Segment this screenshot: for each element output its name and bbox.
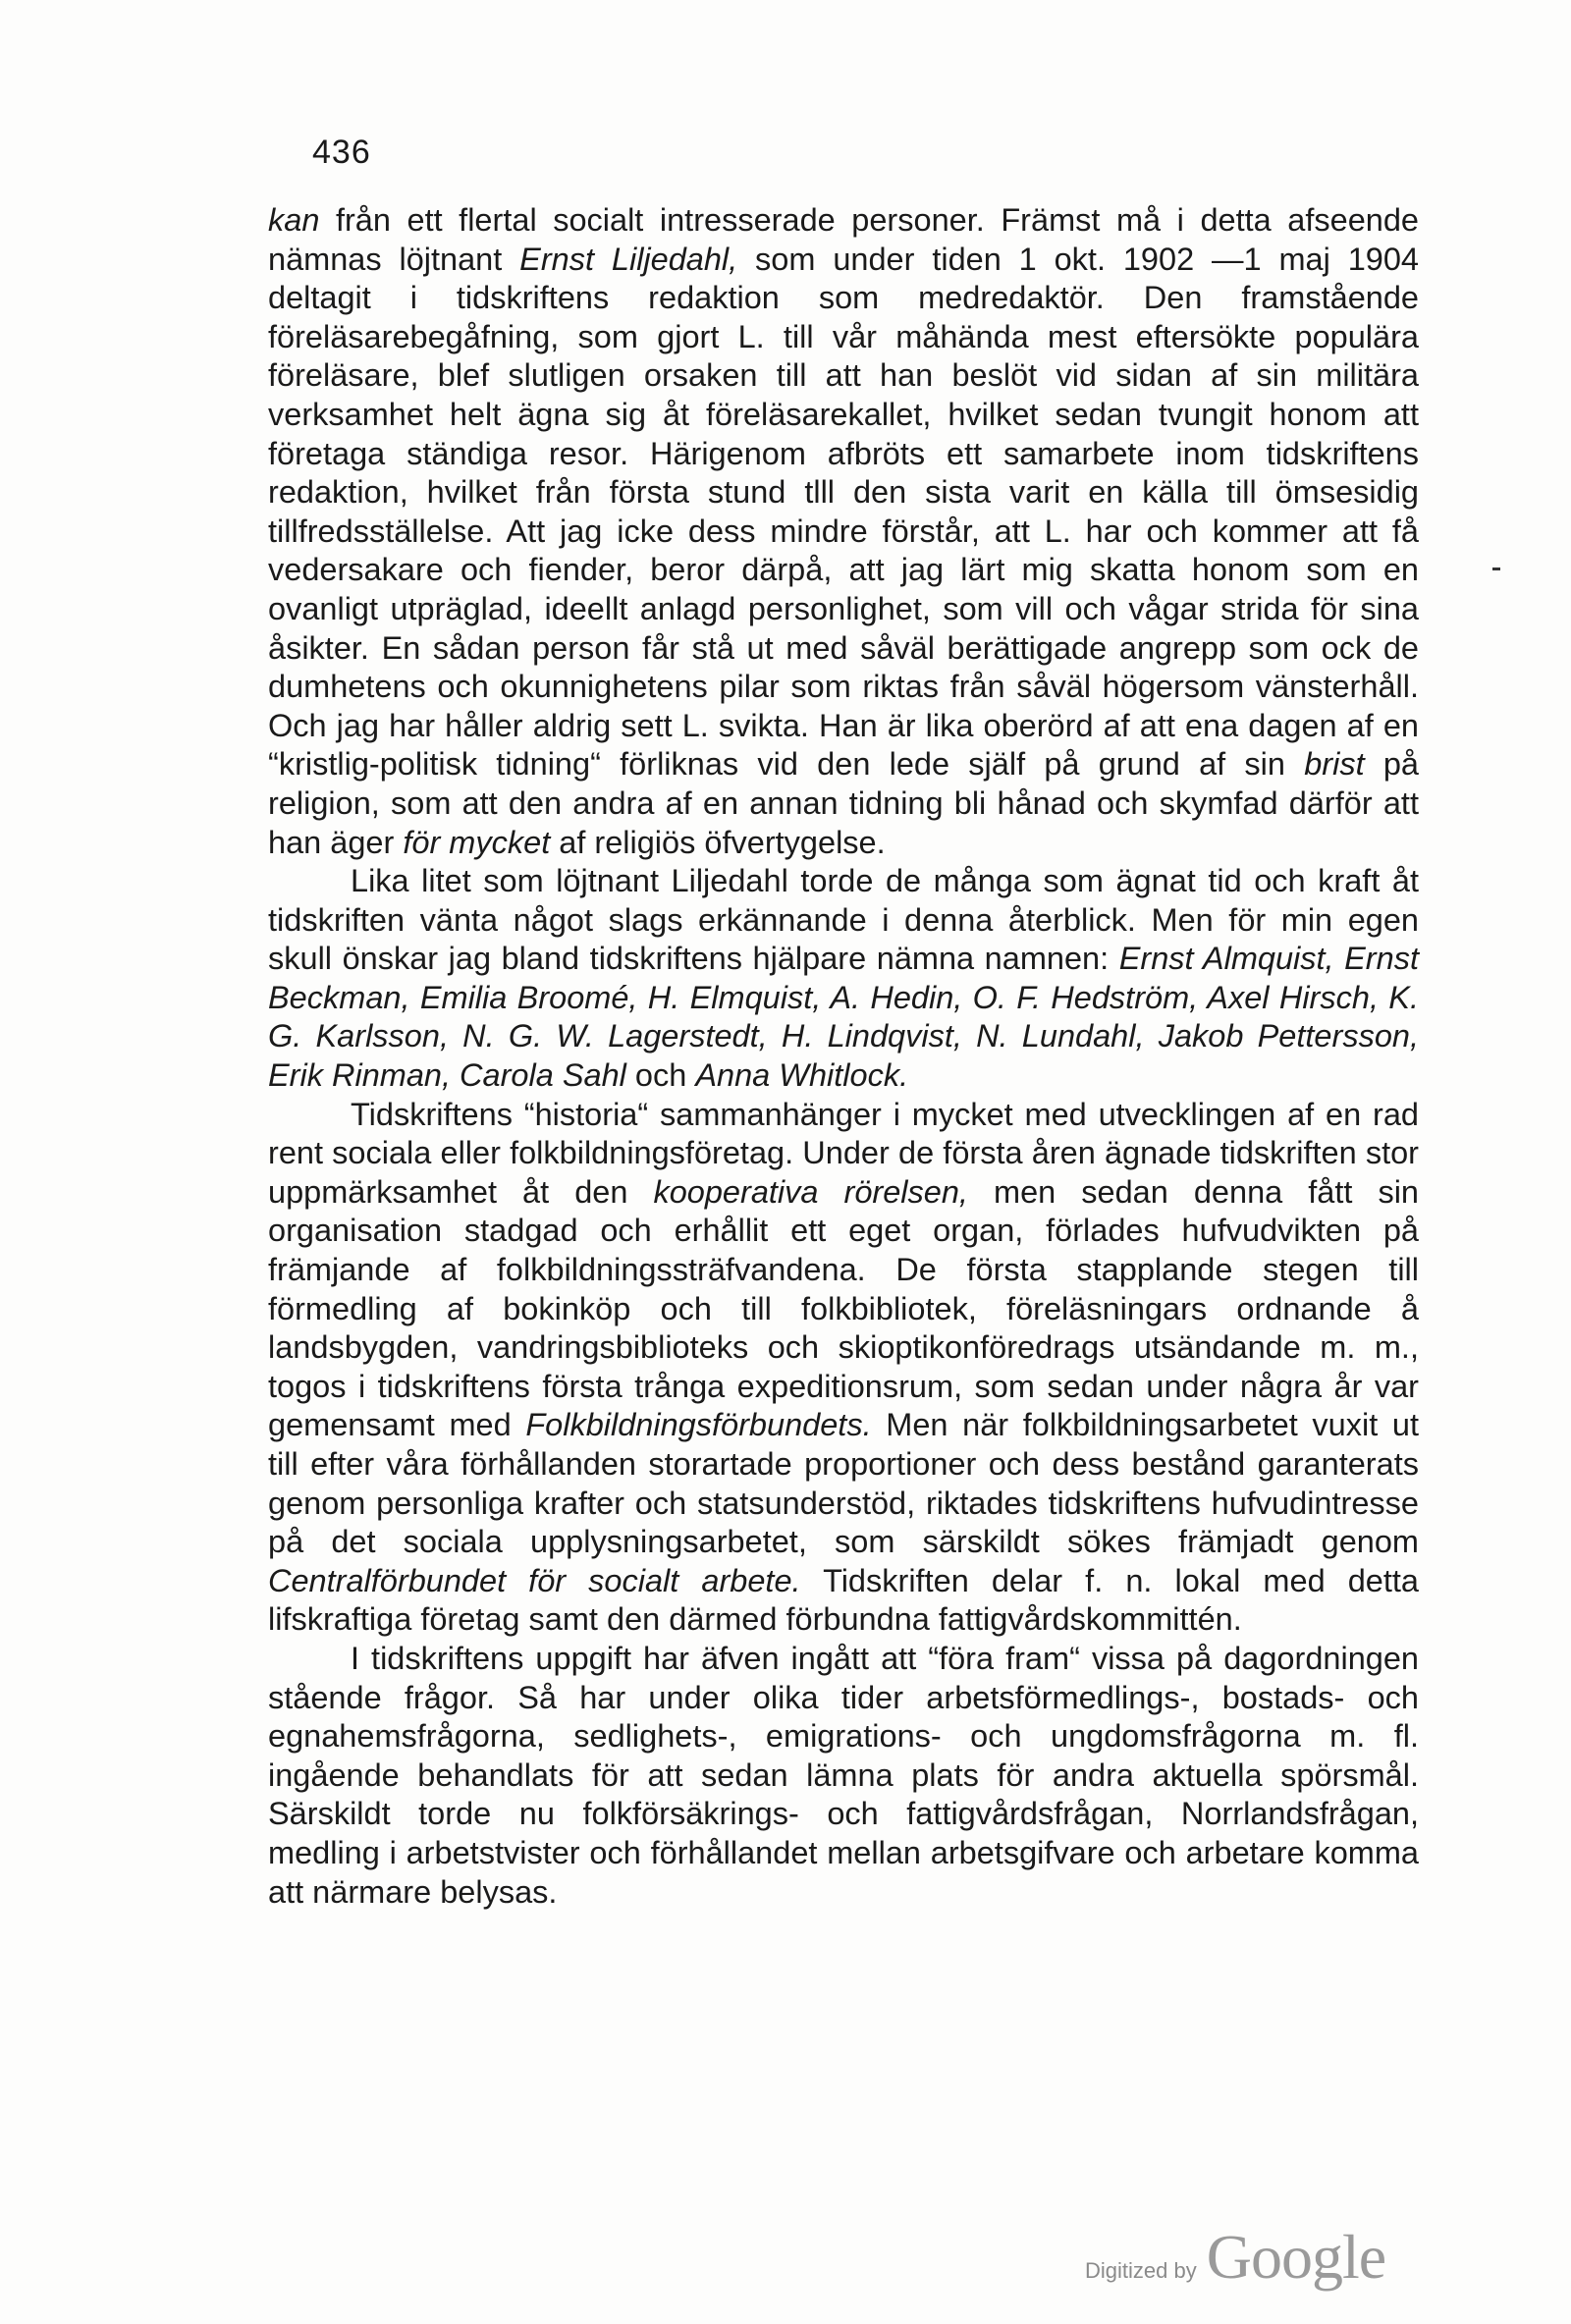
italic-text: för mycket (403, 824, 551, 860)
page-number: 436 (312, 134, 371, 171)
italic-text: kooperativa rörelsen, (653, 1173, 968, 1210)
stray-mark (1492, 567, 1500, 570)
digitized-by-label: Digitized by (1085, 2258, 1197, 2283)
italic-text: Anna Whitlock. (695, 1057, 909, 1094)
google-logo: Google (1206, 2222, 1386, 2292)
italic-text: brist (1304, 746, 1365, 783)
italic-text: Ernst Liljedahl, (519, 241, 738, 277)
text-run: och (625, 1057, 696, 1094)
body-text (268, 201, 1419, 1912)
paragraph-1 (268, 201, 1419, 862)
text-run: som under tiden 1 okt. 1902 —1 maj 1904 deltagit i tidskriftens redaktion som medredaktör. Den framstående föreläsarebegåfning, som gjort L. till vår måhända mest eftersökte populära föreläsare, blef slutligen orsaken till att han beslöt vid sidan af sin militära verksamhet helt ägna sig åt föreläsarekallet, hvilket sedan tvungit honom att företaga ständiga resor. Härigenom afbröts ett samarbete inom tidskriftens redaktion, hvilket från första stund tlll den sista varit en källa till ömsesidig tillfredsställelse. Att jag icke dess mindre förstår, att L. har och kommer att få vedersakare och fiender, beror därpå, att jag lärt mig skatta honom som en ovanligt utpräglad, ideellt anlagd personlighet, som vill och vågar strida för sina åsikter. En sådan person får stå ut med såväl berättigade angrepp som ock de dumhetens och okunnighetens pilar som riktas från såväl högersom vänsterhåll. Och jag har håller aldrig sett L. svikta. Han är lika oberörd af att ena dagen af en “kristlig-politisk tidning“ förliknas vid den lede själf på grund af sin (268, 241, 1420, 783)
paragraph-2 (268, 862, 1419, 1096)
paragraph-4 (268, 1640, 1419, 1912)
italic-text: Centralförbundet för socialt arbete. (268, 1562, 801, 1598)
text-run: Tidskriftens “historia“ sammanhänger i mycket med utvecklingen af en rad rent sociala eller folkbildningsföretag. Under de första åren ägnade tidskriften stor uppmärksamhet åt den (268, 1096, 1419, 1210)
text-run: men sedan denna fått sin organisation stadgad och erhållit ett eget organ, förlades hufvudvikten på främjande af folkbildningssträfvandena. De första stapplande stegen till förmedling af bokinköp och till folkbibliotek, föreläsningars ordnande å landsbygden, vandringsbiblioteks och skioptikonföredrags utsändande m. m., togos i tidskriftens första trånga expeditionsrum, som sedan under några år var gemensamt med (268, 1173, 1419, 1443)
text-run: Tidskriften delar f. n. lokal med detta lifskraftiga företag samt den därmed förbundna fattigvårdskommittén. (268, 1562, 1420, 1638)
digitization-watermark (1085, 2221, 1385, 2294)
text-run: Men när folkbildningsarbetet vuxit ut till efter våra förhållanden storartade proportioner och dess bestånd garanterats genom personliga krafter och statsunderstöd, riktades tidskriftens hufvudintresse på det sociala upplysningsarbetet, som särskildt sökes främjadt genom (268, 1407, 1419, 1560)
italic-text: Ernst Almquist, Ernst Beckman, Emilia Broomé, H. Elmquist, A. Hedin, O. F. Hedström, Axel Hirsch, K. G. Karlsson, N. G. W. Lagerstedt, H. Lindqvist, N. Lundahl, Jakob Pettersson, Erik Rinman, Carola Sahl (268, 941, 1419, 1094)
italic-text: Folkbildningsförbundets. (525, 1407, 872, 1443)
text-run: från ett flertal socialt intresserade personer. Främst må i detta afseende nämnas löjtnant (268, 202, 1419, 277)
paragraph-3 (268, 1096, 1419, 1640)
text-run: I tidskriftens uppgift har äfven ingått att “föra fram“ vissa på dagordningen stående frågor. Så har under olika tider arbetsförmedlings-, bostads- och egnahemsfrågorna, sedlighets-, emigrations- och ungdomsfrågorna m. fl. ingående behandlats för att sedan lämna plats för andra aktuella spörsmål. Särskildt torde nu folkförsäkrings- och fattigvårdsfrågan, Norrlandsfrågan, medling i arbetstvister och förhållandet mellan arbetsgifvare och arbetare komma att närmare belysas. (268, 1640, 1419, 1910)
text-run: Lika litet som löjtnant Liljedahl torde de många som ägnat tid och kraft åt tidskriften vänta något slags erkännande i denna återblick. Men för min egen skull önskar jag bland tidskriftens hjälpare nämna namnen: (268, 863, 1419, 977)
text-run: af religiös öfvertygelse. (550, 824, 886, 860)
text-run: på religion, som att den andra af en annan tidning bli hånad och skymfad därför att han äger (268, 746, 1419, 860)
italic-text: kan (268, 202, 320, 238)
